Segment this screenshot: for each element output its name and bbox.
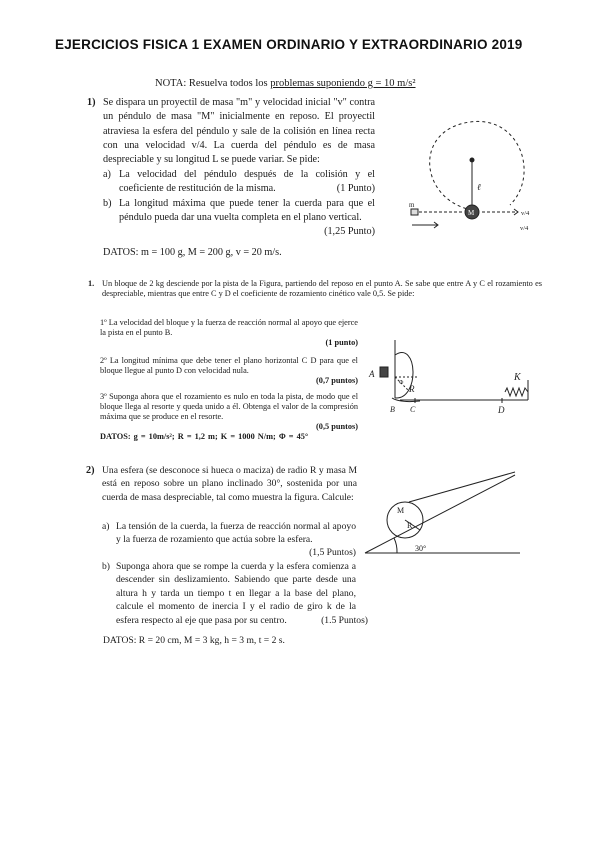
problem3-number: 2) — [86, 465, 95, 476]
problem3-a-label: a) — [102, 521, 110, 532]
track-label-B: B — [390, 405, 395, 414]
problem2-q3-points: (0,5 puntos) — [316, 422, 358, 431]
nota-prefix: NOTA: Resuelva todos los — [155, 78, 271, 89]
nota-underlined: problemas suponiendo g = 10 m/s² — [270, 78, 416, 89]
incline-label-R: R — [407, 521, 413, 530]
problem3-b-text: Suponga ahora que se rompe la cuerda y la esfera comienza a descender sin deslizamiento. Sabiendo que parte desde una altura h y tarda un tiempo t en llegar a la base del plano, calcule el momento de inercia I y el radio de giro k de la esfera respecto al eje que pasa por su centro. — [116, 561, 356, 626]
problem2-q3: 3º Suponga ahora que el rozamiento es nulo en toda la pista, de modo que el bloque llega al resorte y queda unido a él. Obtenga el valor de la compresión máxima que se produce en el resorte. — [100, 392, 358, 422]
track-figure — [380, 340, 528, 403]
problem1-datos: DATOS: m = 100 g, M = 200 g, v = 20 m/s. — [103, 247, 282, 258]
problem1-b-points: (1,25 Punto) — [324, 226, 375, 237]
problem1-a-label: a) — [103, 169, 111, 180]
problem3-a-points: (1,5 Puntos) — [309, 547, 356, 558]
incline-label-M: M — [397, 506, 405, 515]
problem3-datos: DATOS: R = 20 cm, M = 3 kg, h = 3 m, t = 2 s. — [103, 635, 285, 646]
problem2-q2: 2º La longitud mínima que debe tener el plano horizontal C D para que el bloque llegue al punto D con velocidad nula. — [100, 356, 358, 376]
problem2-statement: Un bloque de 2 kg desciende por la pista de la Figura, partiendo del reposo en el punto A. Se sabe que entre A y C el rozamiento es despreciable, mientras que entre C y D el coeficiente de rozamiento cinético vale 0,5. Se pide: — [102, 279, 542, 299]
problem2-q2-points: (0,7 puntos) — [316, 376, 358, 385]
incline-label-angle: 30° — [415, 544, 427, 553]
spring — [505, 388, 528, 396]
pendulum-trajectory-arc — [430, 121, 524, 210]
problem1-a-text: La velocidad del péndulo después de la colisión y el coeficiente de restitución de la misma. — [119, 169, 375, 195]
problem1-statement: Se dispara un proyectil de masa "m" y velocidad inicial "v" contra un péndulo de masa "M" inicialmente en reposo. El proyectil atraviesa la esfera del péndulo y sale de la colisión en línea recta con una velocidad v/4. La cuerda del péndulo es de masa despreciable y su longitud L se puede variar. Se pide: — [103, 97, 375, 166]
problem2-q1: 1º La velocidad del bloque y la fuerza de reacción normal al apoyo que ejerce la pista en el punto B. — [100, 318, 358, 338]
track-label-phi: Φ — [399, 380, 404, 386]
angle-arc — [394, 538, 397, 553]
pendulum-label-m: m — [409, 201, 415, 209]
pendulum-label-M: M — [468, 209, 475, 217]
problem3-b-label: b) — [102, 561, 110, 572]
track-label-R: R — [409, 384, 415, 394]
track-block — [380, 367, 388, 377]
track-label-D: D — [498, 405, 505, 415]
track-label-C: C — [410, 405, 416, 414]
problem3-statement: Una esfera (se desconoce si hueca o maciza) de radio R y masa M está en reposo sobre un plano inclinado 30°, sostenida por una cuerda de masa despreciable, tal como muestra la figura. Calcule: — [102, 465, 357, 503]
pendulum-label-v4: v/4 — [521, 210, 530, 217]
pendulum-pivot — [470, 158, 474, 162]
rope — [409, 472, 515, 502]
problem1-b-label: b) — [103, 198, 112, 209]
pendulum-label-v4b: v/4 — [520, 225, 529, 232]
page-title: EJERCICIOS FISICA 1 EXAMEN ORDINARIO Y EXTRAORDINARIO 2019 — [55, 37, 523, 52]
problem1-a-points: (1 Punto) — [336, 183, 375, 194]
problem1-number: 1) — [87, 97, 96, 108]
problem2-number: 1. — [88, 279, 95, 288]
track-label-K: K — [514, 372, 521, 383]
pendulum-label-l: ℓ — [477, 182, 481, 192]
problem3-b-points: (1.5 Puntos) — [321, 615, 368, 626]
problem2-datos: DATOS: g = 10m/s²; R = 1,2 m; K = 1000 N/m; Φ = 45° — [100, 432, 309, 441]
problem3-a-text: La tensión de la cuerda, la fuerza de reacción normal al apoyo y la fuerza de rozamiento que actúa sobre la esfera. — [116, 521, 356, 546]
problem1-b-text: La longitud máxima que puede tener la cuerda para que el péndulo pueda dar una vuelta completa en el plano vertical. — [119, 198, 375, 224]
incline-figure — [365, 472, 520, 553]
projectile-block — [411, 209, 418, 215]
track-label-A: A — [369, 369, 375, 379]
problem2-q1-points: (1 punto) — [325, 338, 358, 347]
